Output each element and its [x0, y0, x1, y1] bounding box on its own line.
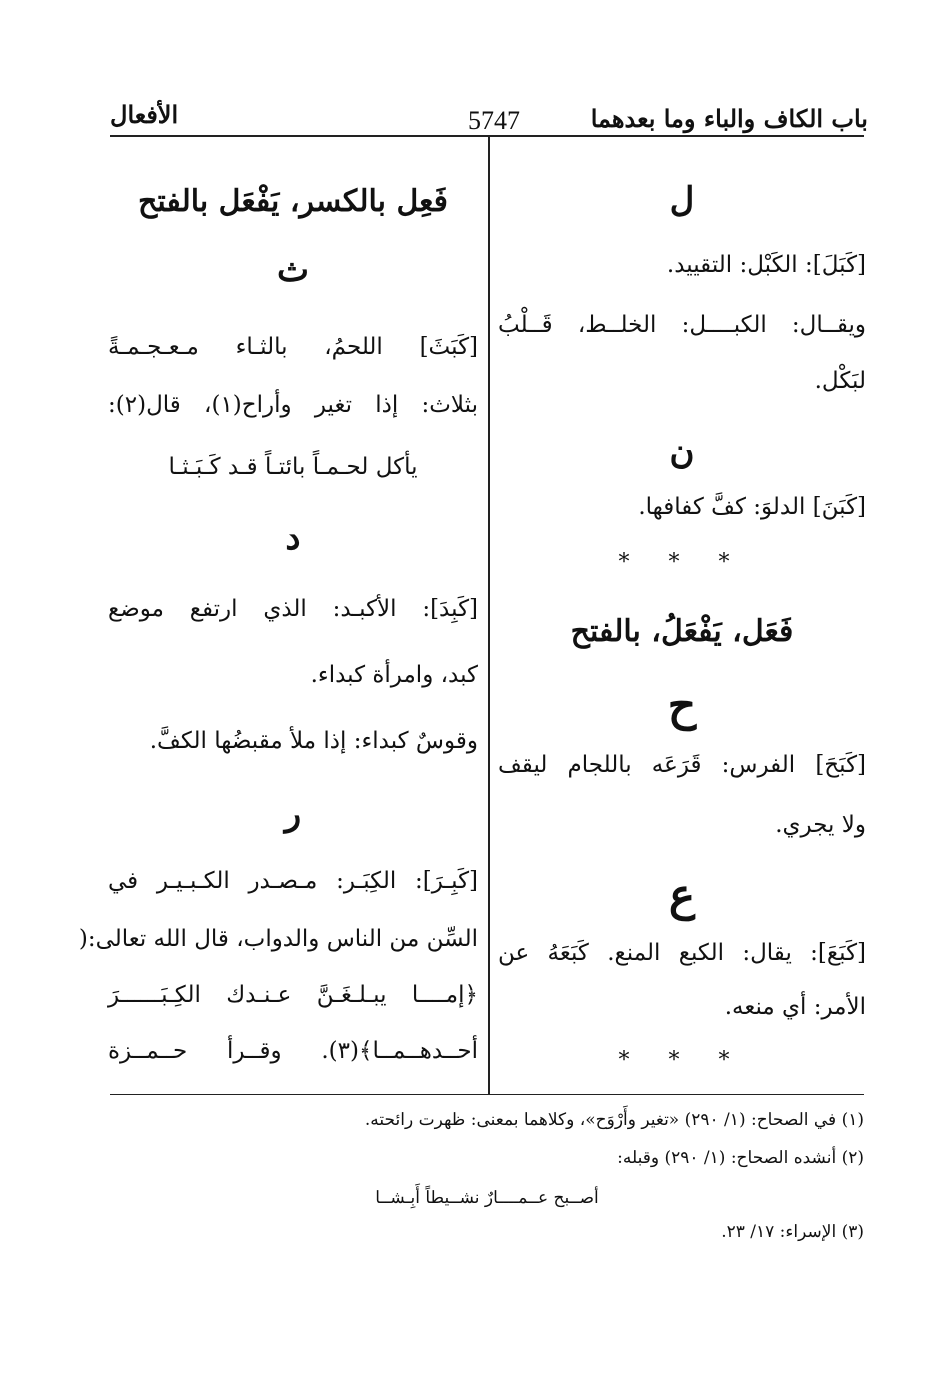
- section-heading: فَعِل بالكسر، يَفْعَل بالفتح: [137, 184, 448, 219]
- letter-heading-tha: ث: [276, 250, 309, 290]
- entry-kabah-line: [كَبَحَ] الفرس: قَرَعَه باللجام ليقف: [498, 752, 866, 778]
- footnote-1: (١) في الصحاح: (١/ ٢٩٠) «تغير وأَرْوَح»، وكلاهما بمعنى: ظهرت رائحته.: [364, 1110, 864, 1130]
- letter-heading-ayn: ع: [668, 870, 696, 921]
- page-header: [0, 0, 950, 140]
- section-separator-stars: * * *: [618, 550, 746, 575]
- entry-kabir-line: [كَبِـرَ]: الكِبَـر: مـصـدر الكـبـيـر في: [108, 868, 478, 894]
- poetry-verse: يأكل لحـمـاً بائتـاً قـد كَـبَـثـا: [168, 454, 418, 480]
- entry-kabith-line: [كَبَثَ] اللحمُ، بالثـاء مـعـجـمـةً: [108, 334, 478, 360]
- footnote-separator: [110, 1094, 864, 1095]
- footnote-3: (٣) الإسراء: ١٧/ ٢٣.: [721, 1222, 864, 1242]
- footnote-2-verse: أصــبح عــمــــارٌ نشــيطاً أَبِـشــا: [375, 1188, 599, 1208]
- entry-kabid-line: [كَبِدَ]: الأكبـد: الذي ارتفع موضع: [108, 596, 478, 622]
- entry-kabid-line: كبد، وامرأة كبداء.: [310, 662, 478, 688]
- letter-heading-ra: ر: [284, 794, 302, 834]
- entry-kaba-line: [كَبَعَ]: يقال: الكبع المنع. كَبَعَهُ عن: [498, 940, 866, 966]
- letter-heading-dal: د: [285, 518, 301, 558]
- entry-kabal-line: ويقــال: الكبــــل: الخلــط، قَــلْبُ: [498, 312, 866, 338]
- entry-kabal-line: [كَبَلَ]: الكَبْل: التقييد.: [666, 252, 866, 278]
- entry-kaban-line: [كَبَنَ] الدلوَ: كفَّ كفافها.: [638, 494, 866, 520]
- entry-kabid-line: وقوسٌ كبداء: إذا ملأ مقبضُها الكفَّ.: [149, 728, 478, 754]
- entry-kabah-line: ولا يجري.: [775, 812, 866, 838]
- page-number: 5747: [468, 106, 520, 135]
- header-rule: [110, 135, 864, 137]
- entry-kabir-line: السِّن من الناس والدواب، قال الله تعالى:(: [78, 926, 478, 952]
- entry-kabith-line: بثلاث: إذا تغير وأراح(١)، قال(٢):: [108, 392, 478, 418]
- section-title: الأفعال: [110, 100, 179, 129]
- footnote-2: (٢) أنشده الصحاح: (١/ ٢٩٠) وقبله:: [617, 1148, 864, 1168]
- section-heading: فَعَل، يَفْعَلُ، بالفتح: [570, 614, 794, 649]
- entry-kabir-line: أحــدهــمــا﴾(٣). وقــرأ حــمــزة: [108, 1038, 478, 1064]
- section-separator-stars: * * *: [618, 1048, 746, 1073]
- letter-heading-lam: ل: [669, 180, 695, 220]
- letter-heading-ha: ح: [667, 680, 697, 731]
- entry-kaba-line: الأمر: أي منعه.: [724, 994, 866, 1020]
- chapter-title: باب الكاف والباء وما بعدهما: [590, 104, 868, 133]
- column-divider: [488, 137, 490, 1094]
- letter-heading-nun: ن: [669, 432, 695, 472]
- entry-kabir-line: ﴿إمــــا يبـلـغَـنَّ عـنـدك الكِـبَــــــرَ: [108, 982, 478, 1008]
- entry-kabal-line: لبَكْل.: [814, 368, 866, 394]
